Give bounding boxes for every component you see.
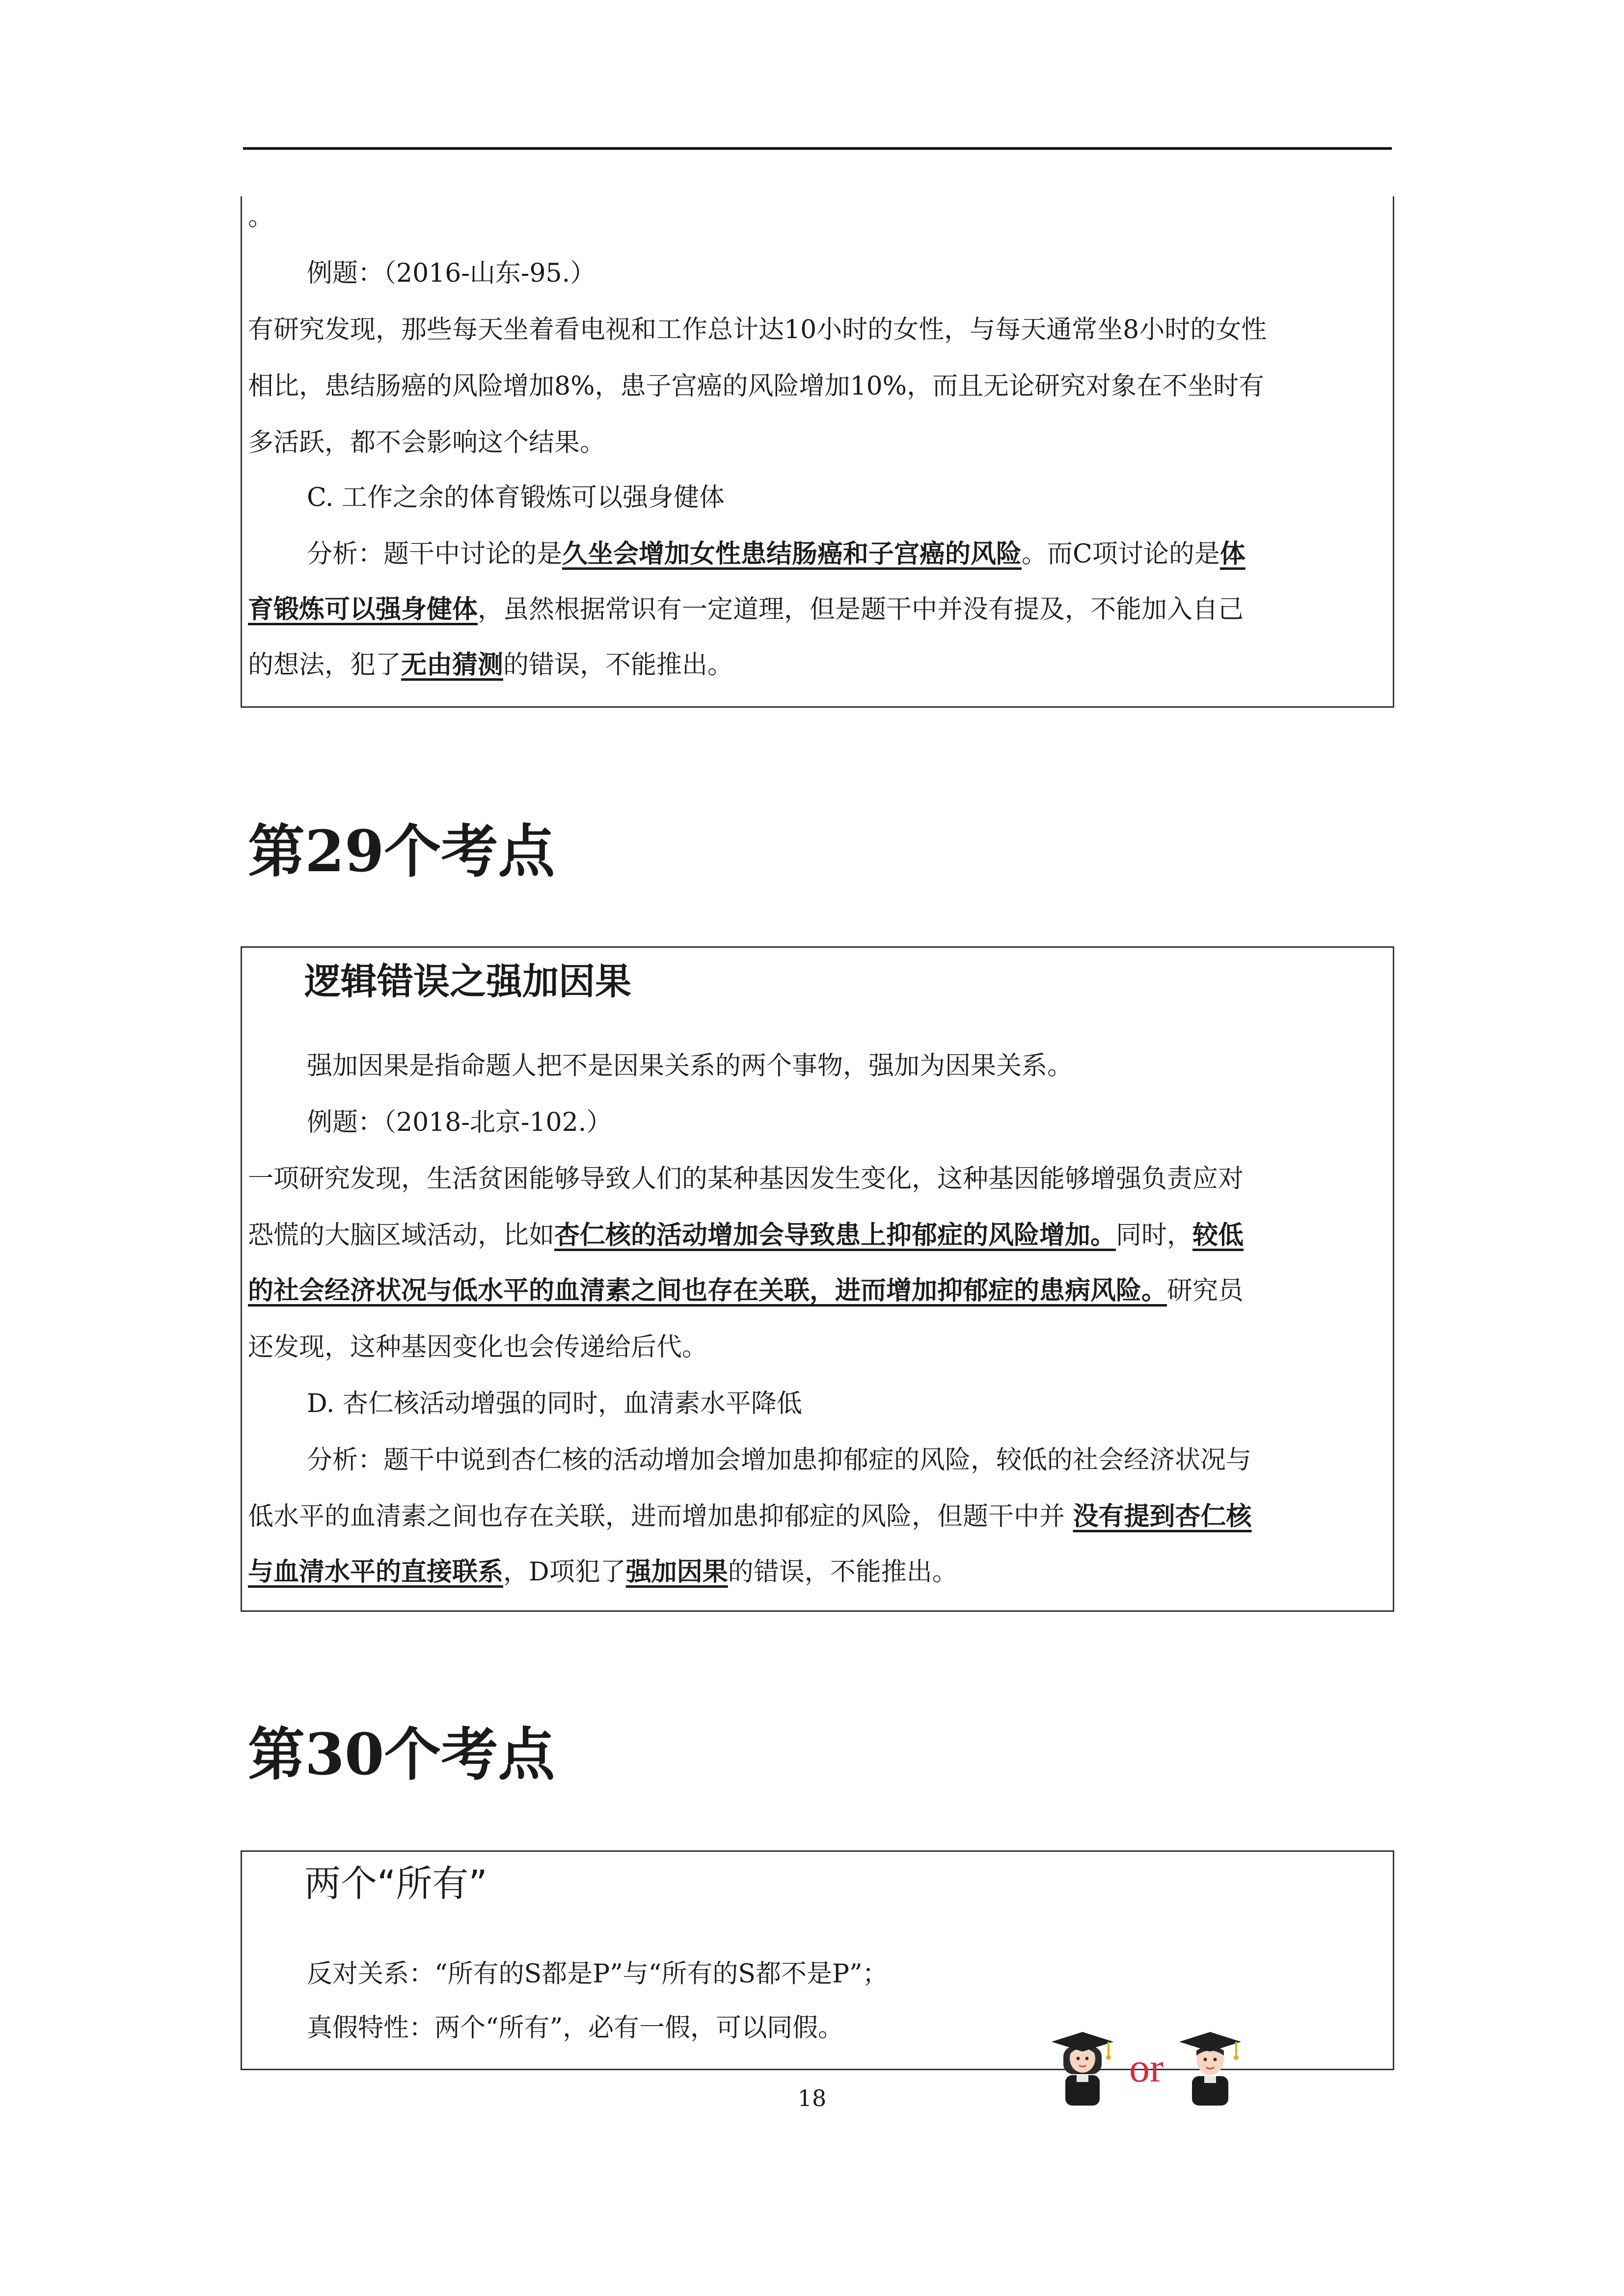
header-rule bbox=[243, 147, 1392, 150]
analysis-text: 的错误，不能推出。 bbox=[728, 1557, 958, 1587]
question-stem-line-3 bbox=[248, 1275, 1244, 1307]
analysis-key-point: 强加因果 bbox=[625, 1557, 728, 1587]
section-29-heading: 第29个考点 bbox=[248, 818, 555, 885]
analysis-text: ，D项犯了 bbox=[503, 1557, 626, 1587]
analysis-line-2 bbox=[248, 594, 1244, 625]
definition: 强加因果是指命题人把不是因果关系的两个事物，强加为因果关系。 bbox=[307, 1051, 1073, 1081]
option-c: C. 工作之余的体育锻炼可以强身健体 bbox=[307, 483, 725, 512]
opposition-relation: 反对关系：“所有的S都是P”与“所有的S都不是P”； bbox=[307, 1959, 888, 1989]
analysis-key-point: 没有提到杏仁核 bbox=[1073, 1501, 1252, 1531]
example-source: 例题：（2016-山东-95.） bbox=[307, 259, 596, 288]
stem-text: 同时， bbox=[1116, 1221, 1193, 1250]
analysis-key-point: 体 bbox=[1219, 539, 1245, 569]
stem-key-point: 杏仁核的活动增加会导致患上抑郁症的风险增加。 bbox=[554, 1220, 1116, 1250]
analysis-text: 。而C项讨论的是 bbox=[1022, 539, 1220, 569]
page-number: 18 bbox=[797, 2085, 827, 2111]
question-stem-line-2: 相比，患结肠癌的风险增加8%，患子宫癌的风险增加10%，而且无论研究对象在不坐时有 bbox=[248, 372, 1265, 401]
analysis-key-point: 无由猜测 bbox=[401, 650, 504, 680]
analysis-line-1 bbox=[307, 538, 1245, 570]
question-stem-line-3: 多活跃，都不会影响这个结果。 bbox=[248, 428, 606, 457]
example-source: 例题：（2018-北京-102.） bbox=[307, 1108, 612, 1137]
analysis-text: 的想法，犯了 bbox=[248, 650, 402, 680]
section-30-title: 两个“所有” bbox=[304, 1863, 487, 1905]
analysis-key-point: 育锻炼可以强身健体 bbox=[248, 594, 478, 624]
stray-punctuation: 。 bbox=[248, 202, 274, 232]
truth-property: 真假特性：两个“所有”，必有一假，可以同假。 bbox=[307, 2013, 844, 2043]
analysis-line-1: 分析：题干中说到杏仁核的活动增加会增加患抑郁症的风险，较低的社会经济状况与 bbox=[307, 1445, 1252, 1475]
section-29-title: 逻辑错误之强加因果 bbox=[304, 961, 631, 1003]
analysis-line-2 bbox=[248, 1501, 1252, 1532]
section-30-heading: 第30个考点 bbox=[248, 1721, 555, 1788]
stem-text: 研究员 bbox=[1167, 1276, 1244, 1306]
analysis-line-3 bbox=[248, 1556, 958, 1588]
analysis-text: 分析：题干中讨论的是 bbox=[307, 539, 563, 569]
stem-text: 恐慌的大脑区域活动，比如 bbox=[248, 1221, 555, 1250]
analysis-key-point: 与血清水平的直接联系 bbox=[248, 1557, 504, 1587]
analysis-line-3 bbox=[248, 649, 733, 681]
analysis-text: 低水平的血清素之间也存在关联，进而增加患抑郁症的风险，但题干中并 bbox=[248, 1502, 1073, 1531]
question-stem-line-1: 一项研究发现，生活贫困能够导致人们的某种基因发生变化，这种基因能够增强负责应对 bbox=[248, 1164, 1244, 1194]
male-graduate-icon bbox=[1173, 2027, 1247, 2106]
female-graduate-icon bbox=[1046, 2027, 1119, 2106]
option-d: D. 杏仁核活动增强的同时，血清素水平降低 bbox=[307, 1389, 802, 1418]
question-stem-line-1: 有研究发现，那些每天坐着看电视和工作总计达10小时的女性，与每天通常坐8小时的女性 bbox=[248, 315, 1267, 345]
stem-key-point: 较低 bbox=[1192, 1220, 1244, 1250]
stem-key-point: 的社会经济状况与低水平的血清素之间也存在关联，进而增加抑郁症的患病风险。 bbox=[248, 1276, 1167, 1306]
question-stem-line-2 bbox=[248, 1220, 1244, 1251]
analysis-text: 的错误，不能推出。 bbox=[503, 650, 733, 680]
analysis-text: ，虽然根据常识有一定道理，但是题干中并没有提及，不能加入自己 bbox=[478, 595, 1244, 624]
analysis-key-point: 久坐会增加女性患结肠癌和子宫癌的风险 bbox=[562, 539, 1022, 569]
question-stem-line-4: 还发现，这种基因变化也会传递给后代。 bbox=[248, 1333, 708, 1362]
or-label: or bbox=[1129, 2045, 1164, 2091]
